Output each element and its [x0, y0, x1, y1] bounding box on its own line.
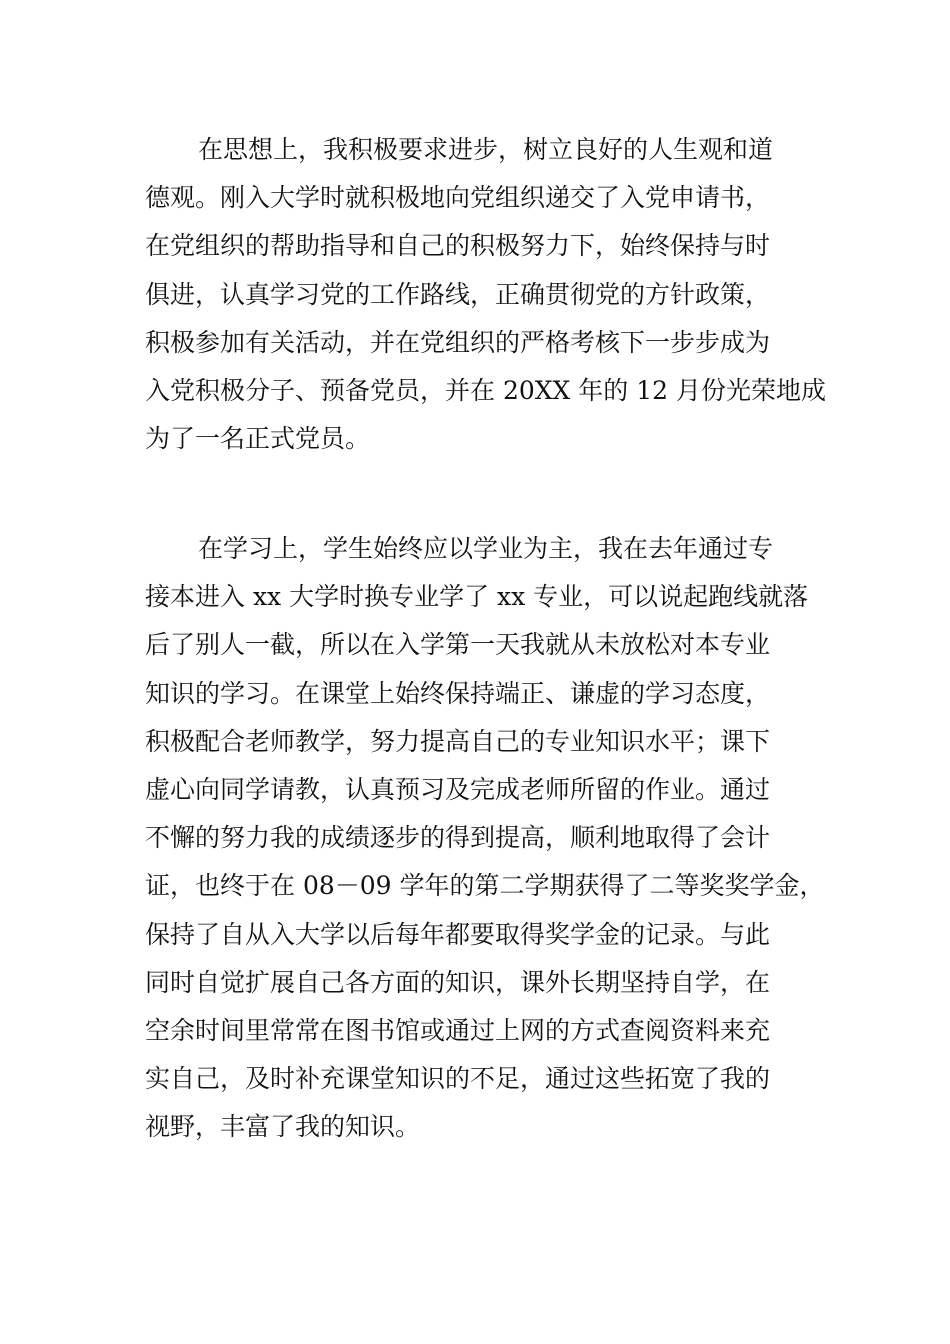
text-line: 接本进入 xx 大学时换专业学了 xx 专业，可以说起跑线就落 [145, 582, 809, 612]
paragraph-study [145, 525, 825, 1151]
text-line: 为了一名正式党员。 [145, 424, 371, 454]
text-line: 空余时间里常常在图书馆或通过上网的方式查阅资料来充 [145, 1015, 771, 1045]
text-line: 视野，丰富了我的知识。 [145, 1112, 421, 1142]
text-line: 积极参加有关活动，并在党组织的严格考核下一步步成为 [145, 327, 771, 357]
text-line: 同时自觉扩展自己各方面的知识，课外长期坚持自学，在 [145, 967, 771, 997]
text-line: 德观。刚入大学时就积极地向党组织递交了入党申请书， [145, 183, 771, 213]
text-line: 证，也终于在 08－09 学年的第二学期获得了二等奖奖学金， [145, 871, 825, 901]
text-line: 虚心向同学请教，认真预习及完成老师所留的作业。通过 [145, 774, 771, 804]
text-line: 入党积极分子、预备党员，并在 20XX 年的 12 月份光荣地成 [145, 375, 827, 405]
text-line: 知识的学习。在课堂上始终保持端正、谦虚的学习态度， [145, 678, 771, 708]
text-line: 在思想上，我积极要求进步，树立良好的人生观和道 [198, 135, 774, 164]
text-line: 在学习上，学生始终应以学业为主，我在去年通过专 [198, 534, 774, 563]
text-line: 在党组织的帮助指导和自己的积极努力下，始终保持与时 [145, 231, 771, 261]
text-line: 积极配合老师教学，努力提高自己的专业知识水平；课下 [145, 726, 771, 756]
text-line: 实自己，及时补充课堂知识的不足，通过这些拓宽了我的 [145, 1064, 771, 1094]
text-line: 俱进，认真学习党的工作路线，正确贯彻党的方针政策， [145, 279, 771, 309]
paragraph-ideology [145, 126, 825, 463]
text-line: 不懈的努力我的成绩逐步的得到提高，顺利地取得了会计 [145, 823, 771, 853]
text-line: 保持了自从入大学以后每年都要取得奖学金的记录。与此 [145, 919, 771, 949]
text-line: 后了别人一截，所以在入学第一天我就从未放松对本专业 [145, 630, 771, 660]
